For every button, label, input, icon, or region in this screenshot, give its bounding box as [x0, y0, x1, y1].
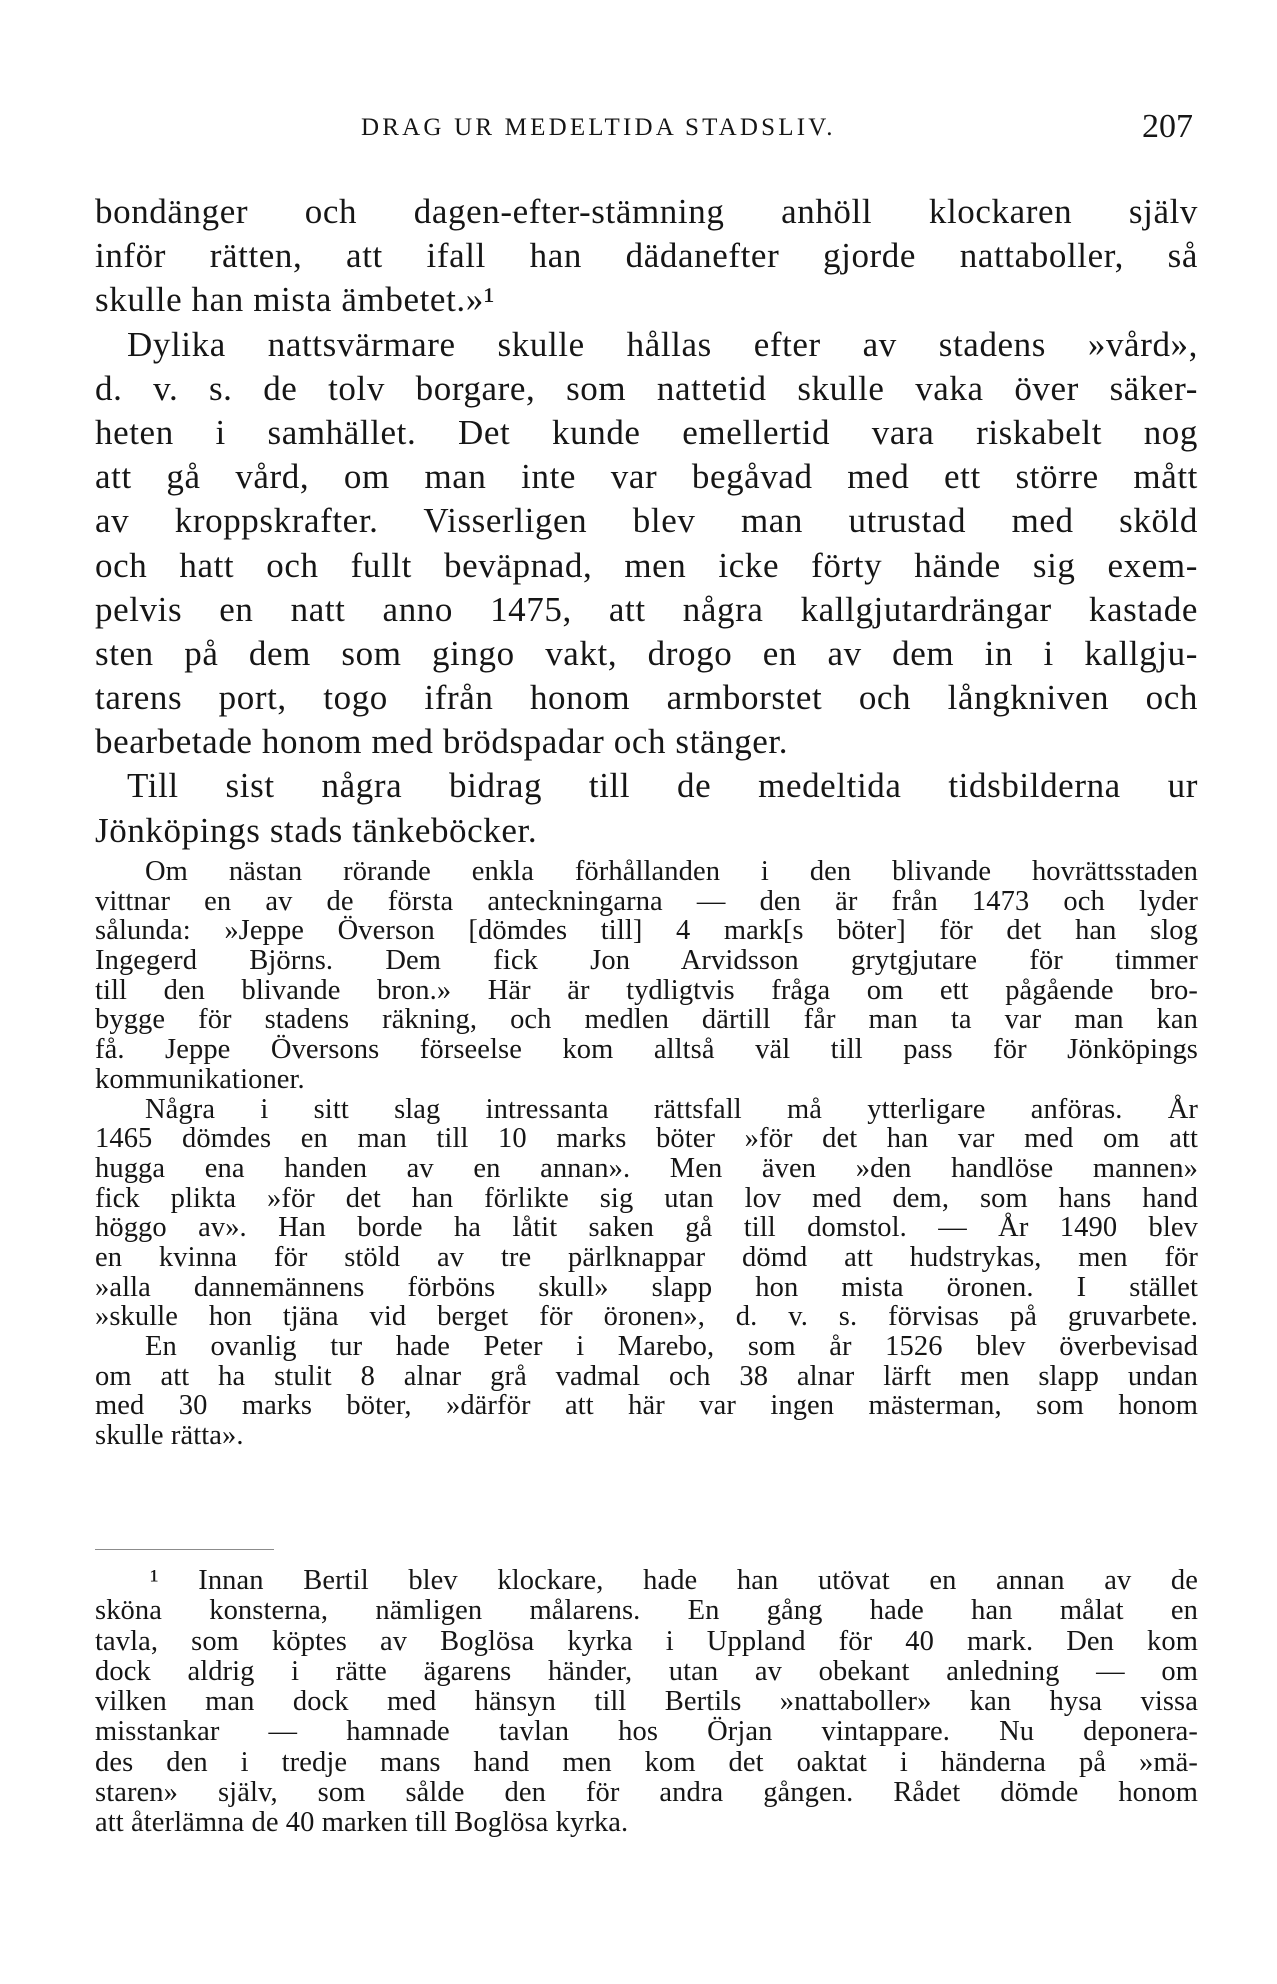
text-line: heten i samhället. Det kunde emellertid vara riskabelt nog	[95, 412, 1198, 452]
page-number: 207	[1142, 108, 1193, 145]
footnote-line: sköna konsterna, nämligen målarens. En gång hade han målat en	[95, 1595, 1198, 1627]
text-line: Dylika nattsvärmare skulle hållas efter av stadens »vård»,	[127, 324, 1198, 364]
text-line: med 30 marks böter, »därför att här var ingen mästerman, som honom	[95, 1390, 1198, 1422]
footnote-line: vilken man dock med hänsyn till Bertils »nattaboller» kan hysa vissa	[95, 1686, 1198, 1718]
text-line: En ovanlig tur hade Peter i Marebo, som år 1526 blev överbevisad	[145, 1331, 1198, 1362]
text-line: 1465 dömdes en man till 10 marks böter »för det han var med om att	[95, 1123, 1198, 1155]
footnote-line: staren» själv, som sålde den för andra gången. Rådet dömde honom	[95, 1777, 1198, 1809]
text-line: tarens port, togo ifrån honom armborstet och långkniven och	[95, 678, 1198, 718]
footnote-line: ¹ Innan Bertil blev klockare, hade han utövat en annan av de	[150, 1565, 1198, 1596]
text-line: bondänger och dagen-efter-stämning anhöll klockaren själv	[95, 192, 1198, 231]
text-line: skulle han mista ämbetet.»¹	[95, 280, 495, 320]
footnote-line: tavla, som köptes av Boglösa kyrka i Uppland för 40 mark. Den kom	[95, 1625, 1198, 1657]
text-line: vittnar en av de första anteckningarna — den är från 1473 och lyder	[95, 885, 1198, 917]
text-line: Om nästan rörande enkla förhållanden i den blivande hovrättsstaden	[145, 856, 1198, 887]
text-line: bearbetade honom med brödspadar och stänger.	[95, 722, 789, 762]
text-line: d. v. s. de tolv borgare, som nattetid skulle vaka över säker-	[95, 368, 1198, 408]
footnote-line: misstankar — hamnade tavlan hos Örjan vintappare. Nu deponera-	[95, 1716, 1198, 1748]
footnote-line: des den i tredje mans hand men kom det oaktat i händerna på »mä-	[95, 1746, 1198, 1778]
small-print-section	[95, 857, 1198, 1451]
footnote-divider	[95, 1549, 274, 1550]
footnote-line: dock aldrig i rätte ägarens händer, utan av obekant anledning — om	[95, 1655, 1198, 1687]
running-head-title: DRAG UR MEDELTIDA STADSLIV.	[361, 114, 836, 141]
text-line: av kroppskrafter. Visserligen blev man utrustad med sköld	[95, 501, 1198, 541]
text-line: Ingegerd Björns. Dem fick Jon Arvidsson grytgjutare för timmer	[95, 945, 1198, 977]
footnotes	[95, 1566, 1198, 1839]
text-line: sten på dem som gingo vakt, drogo en av dem in i kallgju-	[95, 633, 1198, 673]
text-line: höggo av». Han borde ha låtit saken gå till domstol. — År 1490 blev	[95, 1212, 1198, 1244]
text-line: hugga ena handen av en annan». Men även »den handlöse mannen»	[95, 1152, 1198, 1184]
running-head	[95, 108, 1193, 148]
text-line: om att ha stulit 8 alnar grå vadmal och 38 alnar lärft men slapp undan	[95, 1360, 1198, 1392]
text-line: en kvinna för stöld av tre pärlknappar dömd att hudstrykas, men för	[95, 1241, 1198, 1273]
text-line: inför rätten, att ifall han dädanefter gjorde nattaboller, så	[95, 236, 1198, 276]
text-line: kommunikationer.	[95, 1063, 305, 1095]
text-line: pelvis en natt anno 1475, att några kallgjutardrängar kastade	[95, 589, 1198, 629]
text-line: fick plikta »för det han förlikte sig utan lov med dem, som hans hand	[95, 1182, 1198, 1214]
text-line: »alla dannemännens förböns skull» slapp hon mista öronen. I stället	[95, 1271, 1198, 1303]
footnote-line: att återlämna de 40 marken till Boglösa kyrka.	[95, 1807, 629, 1839]
text-line: Några i sitt slag intressanta rättsfall må ytterligare anföras. År	[145, 1093, 1198, 1125]
text-line: och hatt och fullt beväpnad, men icke förty hände sig exem-	[95, 545, 1198, 585]
text-line: Jönköpings stads tänkeböcker.	[95, 810, 538, 850]
text-line: sålunda: »Jeppe Överson [dömdes till] 4 mark[s böter] för det han slog	[95, 915, 1198, 947]
text-line: »skulle hon tjäna vid berget för öronen», d. v. s. förvisas på gruvarbete.	[95, 1301, 1198, 1333]
text-line: skulle rätta».	[95, 1420, 244, 1452]
text-line: bygge för stadens räkning, och medlen därtill får man ta var man kan	[95, 1004, 1198, 1036]
text-line: att gå vård, om man inte var begåvad med ett större mått	[95, 457, 1198, 497]
main-text	[95, 190, 1198, 853]
text-line: få. Jeppe Översons förseelse kom alltså väl till pass för Jönköpings	[95, 1034, 1198, 1066]
text-line: till den blivande bron.» Här är tydligtvis fråga om ett pågående bro-	[95, 974, 1198, 1006]
text-line: Till sist några bidrag till de medeltida tidsbilderna ur	[127, 766, 1198, 806]
